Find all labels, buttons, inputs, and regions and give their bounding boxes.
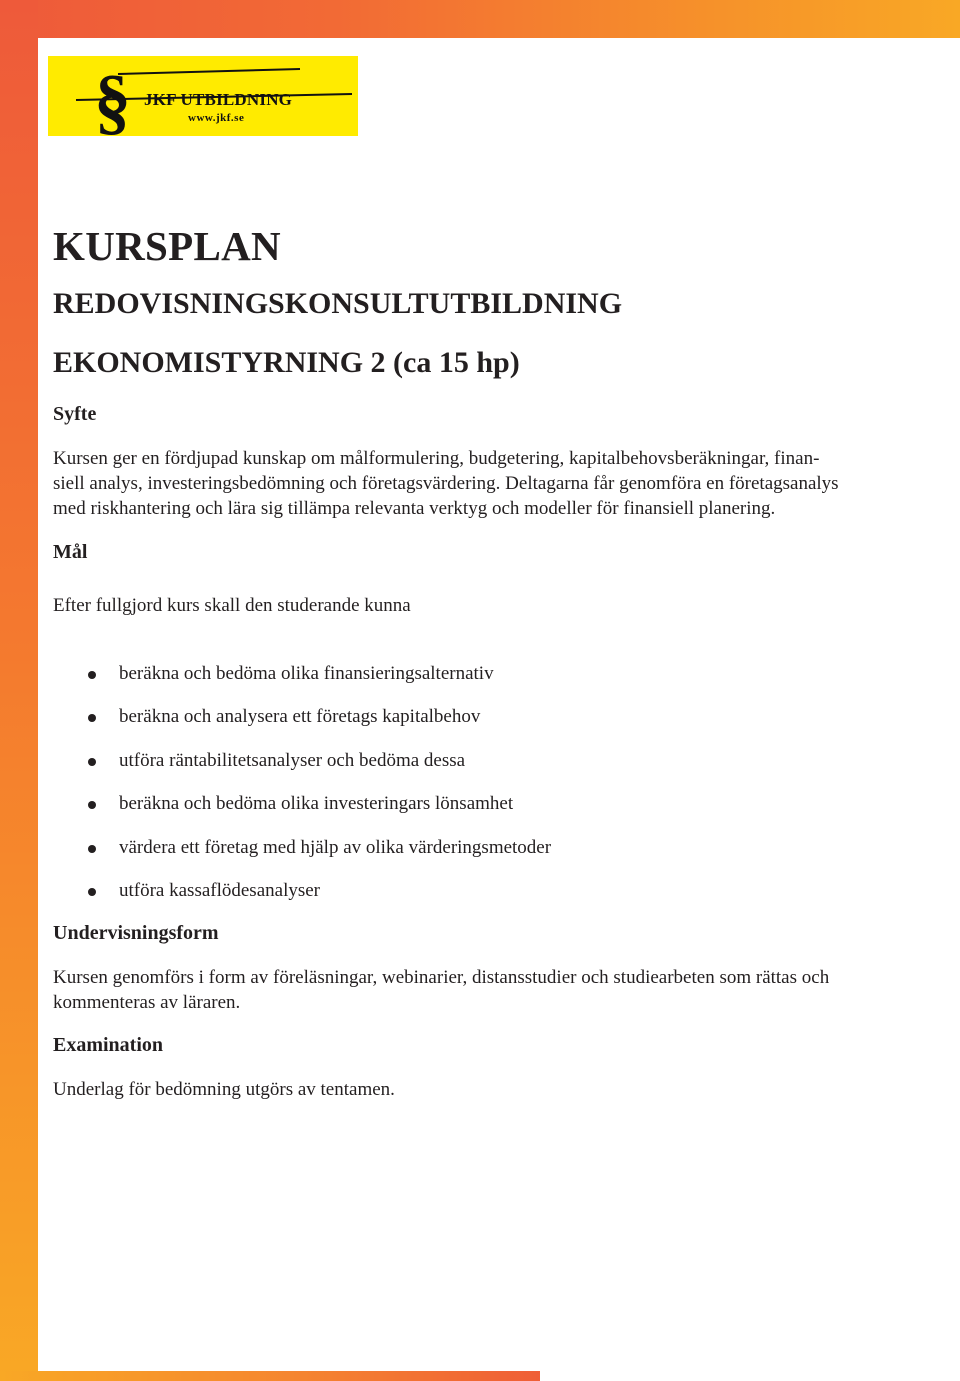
purpose-text <box>53 446 839 521</box>
frame-bottom-bar <box>0 1371 540 1381</box>
logo-name: JKF UTBILDNING <box>144 90 293 109</box>
svg-text:§: § <box>94 61 131 136</box>
purpose-line: Kursen ger en fördjupad kunskap om målformulering, budgetering, kapitalbehovsberäkningar, finan- <box>53 448 820 469</box>
teaching-line: kommenteras av läraren. <box>53 992 241 1013</box>
jkf-logo <box>48 56 358 136</box>
goal-text: beräkna och bedöma olika investeringars lönsamhet <box>119 793 514 815</box>
program-title: REDOVISNINGSKONSULTUTBILDNING <box>53 287 623 320</box>
frame-left-bar <box>0 0 38 1381</box>
logo-url: www.jkf.se <box>188 112 245 124</box>
goal-text: beräkna och analysera ett företags kapitalbehov <box>119 706 481 728</box>
goals-intro: Efter fullgjord kurs skall den studerande kunna <box>53 595 411 616</box>
goal-text: utföra kassaflödesanalyser <box>119 879 321 901</box>
goal-text: utföra räntabilitetsanalyser och bedöma dessa <box>119 749 466 771</box>
teaching-heading: Undervisningsform <box>53 922 219 944</box>
document-title: KURSPLAN <box>53 223 281 269</box>
purpose-line: med riskhantering och lära sig tillämpa relevanta verktyg och modeller för finansiell planering. <box>53 498 776 519</box>
course-title: EKONOMISTYRNING 2 (ca 15 hp) <box>53 346 520 379</box>
purpose-heading: Syfte <box>53 403 97 425</box>
purpose-line: siell analys, investeringsbedömning och företagsvärdering. Deltagarna får genomföra en företagsanalys <box>53 473 839 494</box>
exam-text: Underlag för bedömning utgörs av tentamen. <box>53 1079 395 1100</box>
bullet-icon <box>88 758 96 766</box>
teaching-line: Kursen genomförs i form av föreläsningar, webinarier, distansstudier och studiearbeten som rättas och <box>53 967 830 988</box>
teaching-text <box>53 965 829 1015</box>
goal-text: värdera ett företag med hjälp av olika värderingsmetoder <box>119 836 552 858</box>
bullet-icon <box>88 845 96 853</box>
goal-text: beräkna och bedöma olika finansieringsalternativ <box>119 663 494 684</box>
frame-top-bar <box>0 0 960 38</box>
bullet-icon <box>88 671 96 679</box>
bullet-icon <box>88 888 96 896</box>
goals-heading: Mål <box>53 541 88 563</box>
exam-heading: Examination <box>53 1034 164 1056</box>
